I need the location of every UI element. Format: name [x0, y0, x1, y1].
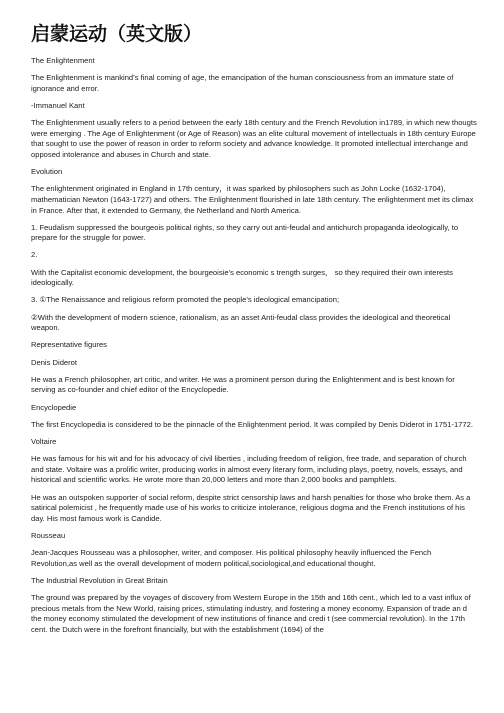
kant-quote: The Enlightenment is mankind’s final coming of age, the emancipation of the human consciousness from an immature state of ignorance and error. [31, 73, 454, 93]
evolution-paragraph: The enlightenment originated in England in 17th century，it was sparked by philosophers such as John Locke (1632-1704), mathematician Newton (1643-1727) and others. The Enlightenment flourished in late 18th century. The enlightenment met its climax in France. After that, it extended to Germany, the Netherland and North America. [31, 184, 474, 215]
encyclopedie-paragraph: The first Encyclopedia is considered to be the pinnacle of the Enlightenment period. It was compiled by Denis Diderot in 1751-1772. [31, 419, 473, 429]
heading-enlightenment: The Enlightenment [31, 56, 95, 65]
cause-item-1: 1. Feudalism suppressed the bourgeois political rights, so they carry out anti-feudal and antichurch propaganda ideologically, to prepare for the struggle for power. [31, 222, 459, 243]
heading-encyclopedie: Encyclopedie [31, 402, 77, 412]
heading-evolution: Evolution [31, 167, 63, 177]
rousseau-paragraph: Jean-Jacques Rousseau was a philosopher, writer, and composer. His political philosophy heavily influenced the Fench Revolution,as well as the overall development of modern political,sociological,and educational thought. [31, 548, 432, 568]
heading-rousseau: Rousseau [31, 530, 66, 540]
voltaire-paragraph-1: He was famous for his wit and for his advocacy of civil liberties , including freedom of religion, free trade, and separation of church and state. Voltaire was a prolific writer, producing works in almost every literary form, including plays, poetry, novels, essays, and historical and scientific works. He wrote more than 20,000 letters and more than 2,000 books and pamphlets. [31, 454, 467, 485]
industrial-revolution-paragraph: The ground was prepared by the voyages of discovery from Western Europe in the 15th and 16th cent., which led to a vast influx of precious metals from the New World, raising prices, stimulating industry, and fostering a money economy. Expansion of trade an d the money economy stimulated the development of new institutions of finance and credi t (see commercial revolution). In the 17th cent. the Dutch were in the forefront financially, but with the establishment (1694) of the [31, 593, 471, 634]
diderot-paragraph: He was a French philosopher, art critic, and writer. He was a prominent person during the Enlightenment and is best known for serving as co-founder and chief editor of the Encyclopedie. [31, 374, 455, 395]
cause-item-3b: ②With the development of modern science, rationalism, as an asset Anti-feudal class provides the ideological and theoretical weapon. [31, 312, 451, 333]
document-title: 启蒙运动（英文版） [31, 23, 203, 45]
quote-attribution: -Immanuel Kant [31, 100, 85, 110]
heading-diderot: Denis Diderot [31, 357, 78, 367]
cause-item-2: With the Capitalist economic development, the bourgeoisie’s economic s trength surges， so they required their own interests ideologically. [31, 267, 453, 288]
heading-representative-figures: Representative figures [31, 340, 107, 350]
cause-item-2-number: 2. [31, 250, 38, 260]
cause-item-3a: 3. ①The Renaissance and religious reform promoted the people’s ideological emancipation; [31, 295, 340, 305]
voltaire-paragraph-2: He was an outspoken supporter of social reform, despite strict censorship laws and harsh penalties for those who broke them. As a satirical polemicist , he frequently made use of his works to criticize intolerance, religious dogma and the French institutions of his day. His most famous work is Candide. [31, 492, 471, 523]
heading-industrial-revolution: The Industrial Revolution in Great Britain [31, 575, 168, 585]
heading-voltaire: Voltaire [31, 436, 57, 446]
document-body [31, 56, 478, 635]
intro-paragraph: The Enlightenment usually refers to a period between the early 18th century and the French Revolution in1789, in which new thougts were emerging . The Age of Enlightenment (or Age of Reason) was an elite cultural movement of intellectuals in 18th century Europe that sought to use the power of reason in order to reform society and advance knowledge. It promoted intellectual interchange and opposed intolerance and abuses in Church and state. [31, 118, 477, 159]
